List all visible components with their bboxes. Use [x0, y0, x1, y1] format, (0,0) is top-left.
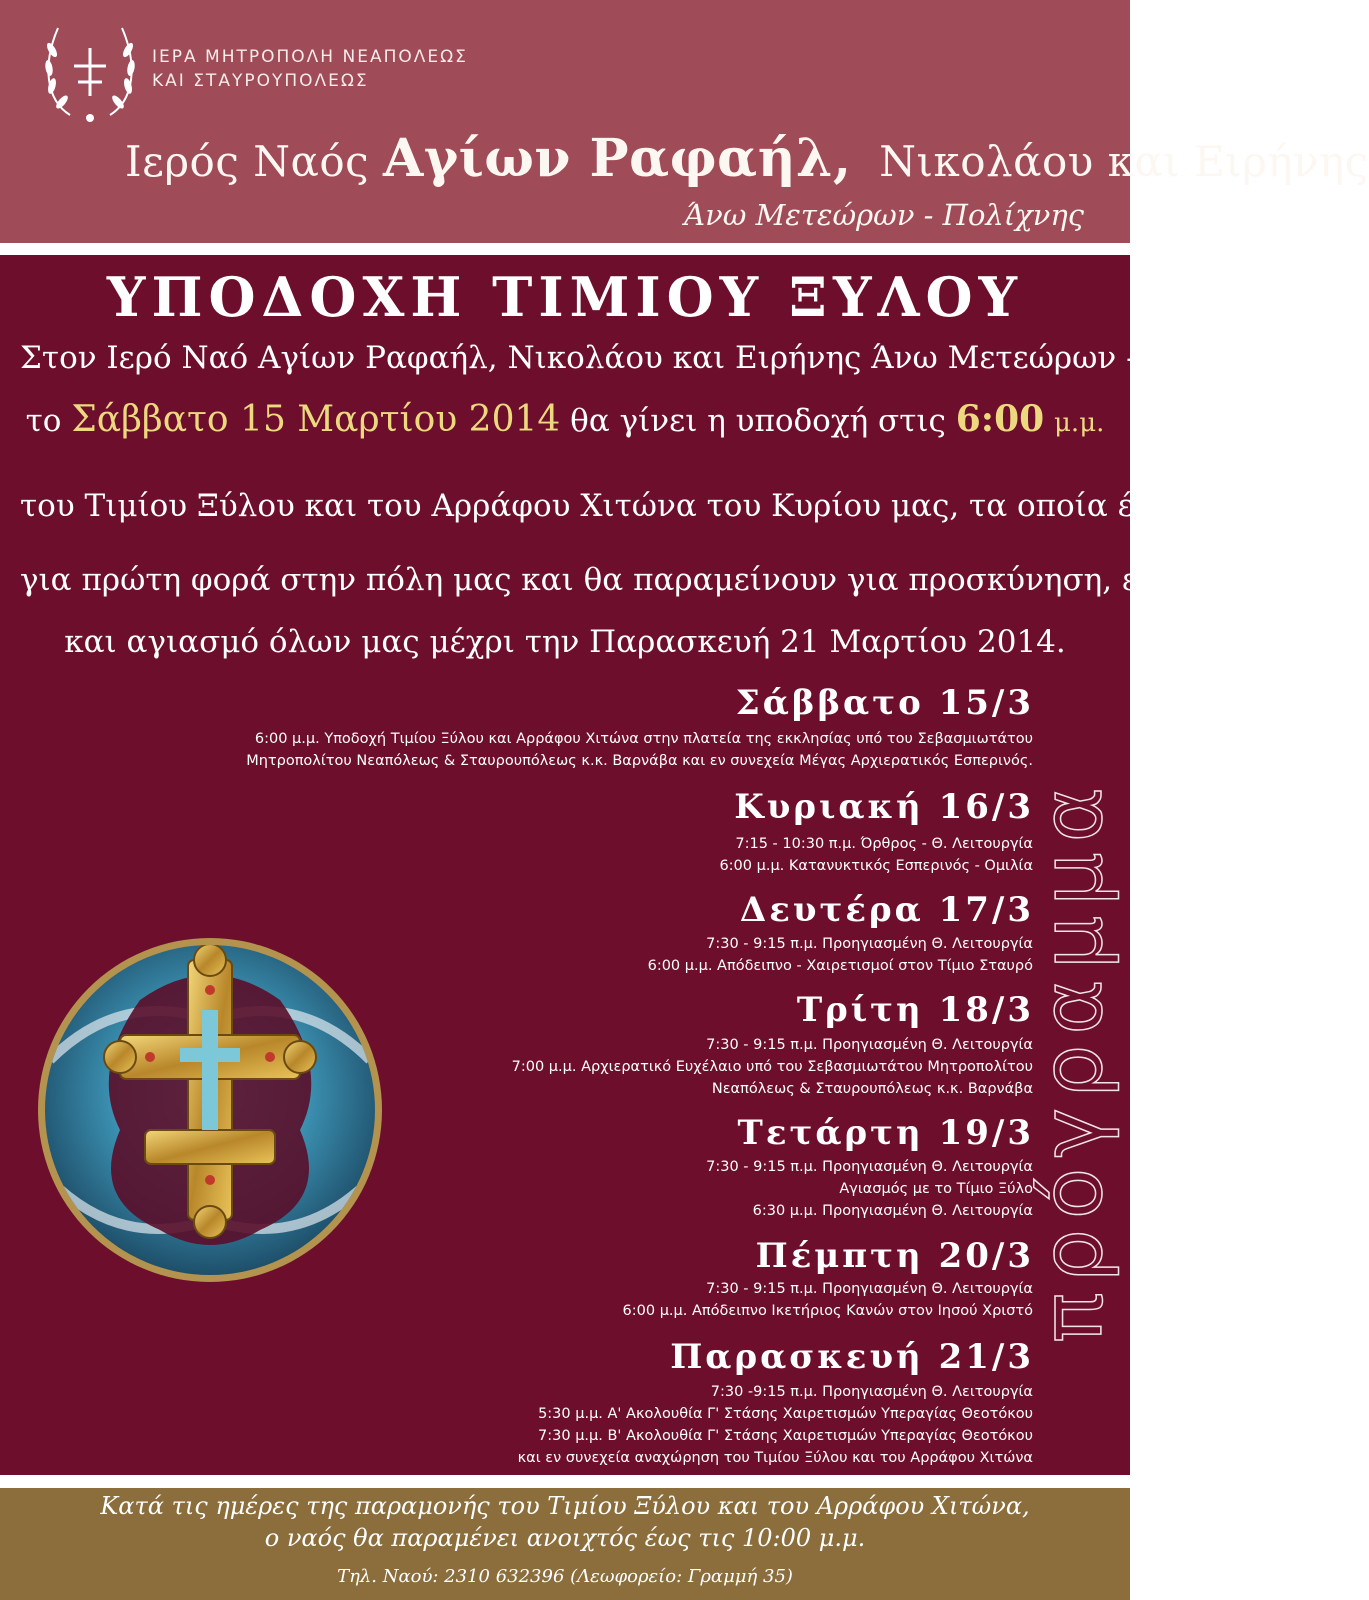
schedule-day-tuesday: Τρίτη 18/3: [796, 990, 1034, 1030]
church-title-part1: Ιερός Ναός: [125, 137, 383, 186]
schedule-item: 6:00 μ.μ. Κατανυκτικός Εσπερινός - Ομιλία: [719, 858, 1033, 874]
metropolis-name: [152, 45, 468, 93]
schedule-day-friday: Παρασκευή 21/3: [670, 1337, 1034, 1377]
schedule-day-saturday: Σάββατο 15/3: [735, 683, 1034, 723]
page-title: ΥΠΟΔΟΧΗ ΤΙΜΙΟΥ ΞΥΛΟΥ: [106, 265, 1024, 329]
church-location: Άνω Μετεώρων - Πολίχνης: [684, 198, 1084, 232]
schedule-day-thursday: Πέμπτη 20/3: [755, 1236, 1034, 1276]
schedule-item: 5:30 μ.μ. Α' Ακολουθία Γ' Στάσης Χαιρετισμών Υπεραγίας Θεοτόκου: [538, 1406, 1033, 1422]
church-title: [125, 128, 1369, 189]
intro-line-1: Στον Ιερό Ναό Αγίων Ραφαήλ, Νικολάου και Ειρήνης Άνω Μετεώρων - Πολίχνης: [20, 340, 1298, 376]
schedule-item: Αγιασμός με το Τίμιο Ξύλο: [839, 1181, 1033, 1197]
schedule-item: Μητροπολίτου Νεαπόλεως & Σταυρουπόλεως κ.κ. Βαρνάβα και εν συνεχεία Μέγας Αρχιερατικός Εσπερινός.: [246, 753, 1033, 769]
footer-line-1: Κατά τις ημέρες της παραμονής του Τιμίου Ξύλου και του Αρράφου Χιτώνα,: [100, 1492, 1030, 1520]
reception-time: 6:00: [955, 398, 1045, 440]
intro-line-2: [20, 398, 1110, 440]
schedule-item: 7:30 - 9:15 π.μ. Προηγιασμένη Θ. Λειτουργία: [706, 936, 1033, 952]
schedule-item: 7:30 - 9:15 π.μ. Προηγιασμένη Θ. Λειτουργία: [706, 1037, 1033, 1053]
footer-line-2: ο ναός θα παραμένει ανοιχτός έως τις 10:00 μ.μ.: [264, 1524, 866, 1552]
schedule-item: 6:30 μ.μ. Προηγιασμένη Θ. Λειτουργία: [752, 1203, 1033, 1219]
schedule-day-sunday: Κυριακή 16/3: [734, 787, 1034, 827]
schedule-item: 7:00 μ.μ. Αρχιερατικό Ευχέλαιο υπό του Σεβασμιωτάτου Μητροπολίτου: [511, 1059, 1033, 1075]
schedule-item: 7:30 - 9:15 π.μ. Προηγιασμένη Θ. Λειτουργία: [706, 1281, 1033, 1297]
intro-line-5: και αγιασμό όλων μας μέχρι την Παρασκευή 21 Μαρτίου 2014.: [64, 624, 1066, 660]
intro-line-2-middle: θα γίνει η υποδοχή στις: [560, 403, 956, 439]
schedule-item: 7:30 - 9:15 π.μ. Προηγιασμένη Θ. Λειτουργία: [706, 1159, 1033, 1175]
intro-line-4: για πρώτη φορά στην πόλη μας και θα παραμείνουν για προσκύνηση, ευλογία: [20, 562, 1247, 598]
metropolis-line-2: ΚΑΙ ΣΤΑΥΡΟΥΠΟΛΕΩΣ: [152, 71, 369, 91]
schedule-item: 7:30 μ.μ. Β' Ακολουθία Γ' Στάσης Χαιρετισμών Υπεραγίας Θεοτόκου: [538, 1428, 1033, 1444]
schedule-item: 6:00 μ.μ. Απόδειπνο - Χαιρετισμοί στον Τίμιο Σταυρό: [647, 958, 1033, 974]
intro-line-3: του Τιμίου Ξύλου και του Αρράφου Χιτώνα του Κυρίου μας, τα οποία έρχονται: [20, 488, 1259, 524]
schedule-item: 7:15 - 10:30 π.μ. Όρθρος - Θ. Λειτουργία: [735, 836, 1033, 852]
metropolis-line-1: ΙΕΡΑ ΜΗΤΡΟΠΟΛΗ ΝΕΑΠΟΛΕΩΣ: [152, 47, 468, 67]
church-phone: Τηλ. Ναού: 2310 632396 (Λεωφορείο: Γραμμή 35): [337, 1566, 793, 1587]
program-side-label: πρόγραμμα: [1023, 777, 1121, 1343]
schedule-item: Νεαπόλεως & Σταυρουπόλεως κ.κ. Βαρνάβα: [711, 1081, 1033, 1097]
church-title-saints: Αγίων Ραφαήλ,: [382, 128, 852, 189]
schedule-item: 6:00 μ.μ. Απόδειπνο Ικετήριος Κανών στον Ιησού Χριστό: [622, 1303, 1033, 1319]
schedule-item: 7:30 -9:15 π.μ. Προηγιασμένη Θ. Λειτουργία: [710, 1384, 1033, 1400]
church-title-part3: Νικολάου και Ειρήνης: [879, 137, 1369, 186]
schedule-day-wednesday: Τετάρτη 19/3: [737, 1113, 1034, 1153]
schedule-day-monday: Δευτέρα 17/3: [739, 890, 1034, 930]
schedule-item: και εν συνεχεία αναχώρηση του Τιμίου Ξύλου και του Αρράφου Χιτώνα: [517, 1450, 1033, 1466]
holy-cross-relic-image: [30, 930, 390, 1290]
laurel-cross-emblem-icon: [40, 20, 140, 125]
reception-time-suffix: μ.μ.: [1054, 408, 1105, 438]
schedule-item: 6:00 μ.μ. Υποδοχή Τιμίου Ξύλου και Αρράφου Χιτώνα στην πλατεία της εκκλησίας υπό του Σεβασμιωτάτου: [254, 731, 1033, 747]
intro-line-2-start: το: [25, 403, 72, 439]
reception-date: Σάββατο 15 Μαρτίου 2014: [71, 399, 561, 440]
